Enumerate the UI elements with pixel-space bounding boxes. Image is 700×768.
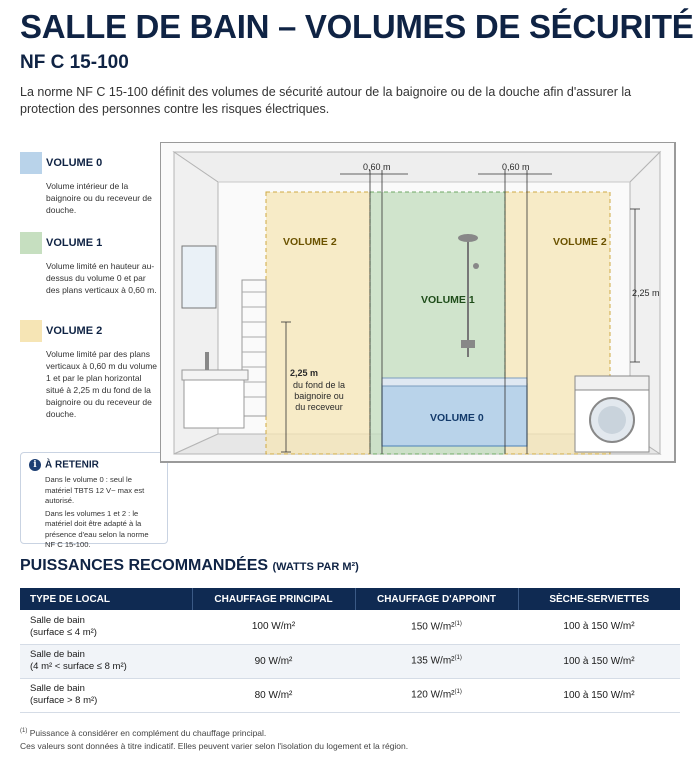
table-header: TYPE DE LOCAL	[20, 588, 192, 610]
table-header: CHAUFFAGE PRINCIPAL	[192, 588, 355, 610]
power-unit: (WATTS PAR M²)	[272, 561, 359, 573]
table-cell	[355, 678, 518, 712]
retenir-title: À RETENIR	[45, 459, 99, 471]
footnote-ref: (1)	[454, 655, 462, 662]
power-title: PUISSANCES RECOMMANDÉES	[20, 557, 269, 574]
retenir-line: Dans les volumes 1 et 2 : le matériel doit être adapté à la présence d'eau selon la norme NF C 15-100.	[45, 508, 149, 549]
legend-volume-1	[20, 232, 160, 296]
legend-title: VOLUME 1	[46, 237, 103, 249]
table-header-row	[20, 588, 680, 610]
power-section-title	[20, 557, 359, 575]
volume-0-swatch	[20, 152, 42, 174]
footnote-2: Ces valeurs sont données à titre indicatif. Elles peuvent varier selon l'isolation du logement et la région.	[20, 741, 409, 751]
local-condition: (surface > 8 m²)	[30, 695, 98, 706]
legend-volume-2	[20, 320, 160, 420]
bathroom-diagram	[160, 142, 690, 472]
intro-text: La norme NF C 15-100 définit des volumes de sécurité autour de la baignoire ou de la douche afin d'assurer la protection des personnes contre les risques électriques.	[20, 85, 632, 116]
footnote-ref: (1)	[454, 689, 462, 696]
extra-value: 135 W/m²	[411, 655, 455, 667]
table-cell: 100 à 150 W/m²	[518, 644, 680, 678]
table-row	[20, 610, 680, 644]
legend-desc: Volume limité en hauteur au-dessus du volume 0 et par des plans verticaux à 0,60 m.	[46, 261, 157, 295]
table-cell-type	[20, 644, 192, 678]
legend-title: VOLUME 2	[46, 325, 103, 337]
legend-title: VOLUME 0	[46, 157, 103, 169]
local-type: Salle de bain	[30, 683, 85, 694]
table-cell	[355, 610, 518, 644]
dimension-note: du fond de la baignoire ou du receveur	[292, 380, 346, 412]
retenir-line: Dans le volume 0 : seul le matériel TBTS 12 V~ max est autorisé.	[45, 475, 145, 505]
legend-desc: Volume intérieur de la baignoire ou du receveur de douche.	[46, 181, 152, 215]
table-cell-type	[20, 678, 192, 712]
table-cell: 100 à 150 W/m²	[518, 610, 680, 644]
local-condition: (surface ≤ 4 m²)	[30, 626, 97, 638]
page-subtitle: NF C 15-100	[20, 52, 129, 73]
page-title: SALLE DE BAIN – VOLUMES DE SÉCURITÉ	[20, 8, 694, 45]
local-type: Salle de bain	[30, 614, 85, 626]
table-cell: 80 W/m²	[192, 678, 355, 712]
table-row	[20, 678, 680, 712]
dimension-label: 0,60 m	[502, 162, 530, 172]
bathroom-illustration	[160, 142, 690, 472]
power-table	[20, 588, 680, 713]
local-condition: (4 m² < surface ≤ 8 m²)	[30, 661, 127, 672]
legend-desc: Volume limité par des plans verticaux à 0,60 m du volume 1 et par le plan horizontal situé à 2,25 m du fond de la baignoire ou du receveur de douche.	[46, 349, 158, 419]
extra-value: 120 W/m²	[411, 689, 455, 701]
volume-0-label: VOLUME 0	[430, 412, 484, 424]
footnote-text: Puissance à considérer en complément du chauffage principal.	[29, 728, 267, 738]
volume-2-label: VOLUME 2	[283, 236, 337, 248]
table-cell: 100 à 150 W/m²	[518, 678, 680, 712]
footnote-marker: (1)	[20, 728, 28, 735]
retenir-header	[29, 459, 159, 471]
dimension-label: 2,25 m	[290, 368, 319, 378]
volume-1-label: VOLUME 1	[421, 294, 475, 306]
local-type: Salle de bain	[30, 649, 85, 660]
volume-2-swatch	[20, 320, 42, 342]
table-header: CHAUFFAGE D'APPOINT	[355, 588, 518, 610]
retenir-box	[20, 452, 168, 549]
footnote-ref: (1)	[454, 621, 462, 628]
volume-1-swatch	[20, 232, 42, 254]
volume-2-label: VOLUME 2	[553, 236, 607, 248]
footnote-1	[20, 728, 680, 738]
table-cell: 100 W/m²	[192, 610, 355, 644]
dimension-label: 0,60 m	[363, 162, 391, 172]
legend-volume-0	[20, 152, 160, 216]
table-cell	[355, 644, 518, 678]
dimension-label: 2,25 m	[632, 288, 660, 298]
table-cell-type	[20, 610, 192, 644]
extra-value: 150 W/m²	[411, 621, 455, 633]
table-row	[20, 644, 680, 678]
table-cell: 90 W/m²	[192, 644, 355, 678]
info-icon: i	[29, 459, 41, 471]
table-header: SÈCHE-SERVIETTES	[518, 588, 680, 610]
